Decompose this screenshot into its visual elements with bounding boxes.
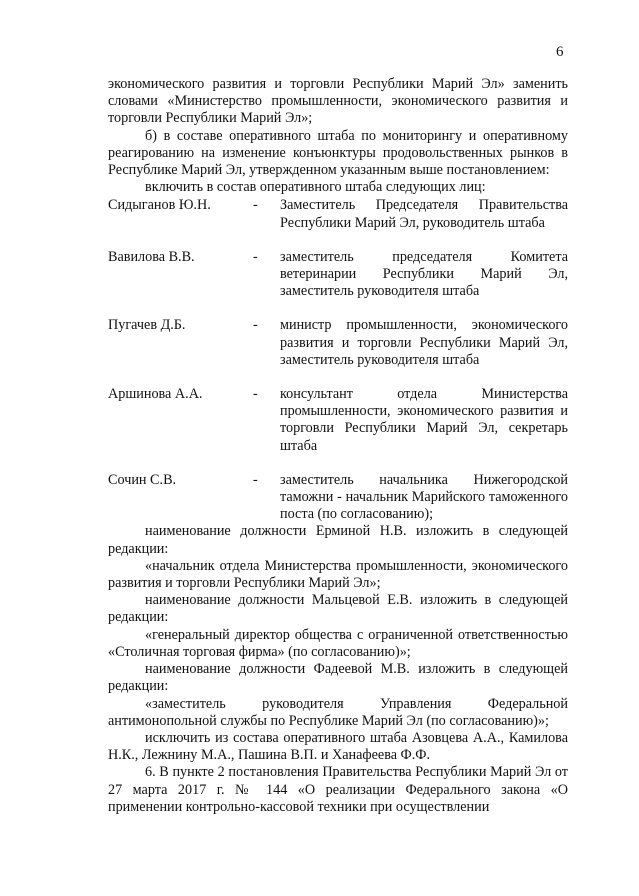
document-body [108,76,568,816]
staff-member [108,317,568,369]
paragraph: б) в составе оперативного штаба по мониторингу и оперативному реагированию на изменение конъюнктуры продовольственных рынков в Республике Марий Эл, утвержденном указанным выше постановлением: [108,127,568,179]
staff-role: Заместитель Председателя Правительства Республики Марий Эл, руководитель штаба [280,197,568,231]
staff-list [108,197,568,523]
paragraph: 6. В пункте 2 постановления Правительства Республики Марий Эл от 27 марта 2017 г. № 144 «О реализации Федерального закона «О применении контрольно-кассовой техники при осуществлении [108,764,568,815]
staff-role: консультант отдела Министерства промышленности, экономического развития и торговли Республики Марий Эл, секретарь штаба [280,386,568,454]
staff-name: Вавилова В.В. [108,248,195,265]
paragraph: включить в состав оперативного штаба следующих лиц: [145,179,486,196]
paragraph: наименование должности Ерминой Н.В. изложить в следующей редакции: [108,523,568,557]
staff-dash: - [253,248,258,265]
page-number: 6 [556,44,564,60]
paragraph: наименование должности Фадеевой М.В. изложить в следующей редакции: [108,661,568,695]
staff-member [108,386,568,455]
staff-name: Сочин С.В. [108,471,177,488]
staff-dash: - [253,317,258,334]
staff-name: Пугачев Д.Б. [108,317,186,334]
staff-role: министр промышленности, экономического развития и торговли Республики Марий Эл, заместитель руководителя штаба [280,317,568,368]
staff-dash: - [253,386,258,403]
staff-role: заместитель начальника Нижегородской таможни - начальник Марийского таможенного поста (по согласованию); [280,471,568,523]
paragraph: наименование должности Мальцевой Е.В. изложить в следующей редакции: [108,592,568,626]
staff-name: Сидыганов Ю.Н. [108,197,211,214]
staff-member [108,197,568,231]
paragraph: экономического развития и торговли Республики Марий Эл» заменить словами «Министерство промышленности, экономического развития и торговли Республики Марий Эл»; [108,76,568,127]
paragraph: «генеральный директор общества с ограниченной ответственностью «Столичная торговая фирма» (по согласованию)»; [108,626,568,660]
paragraph: «начальник отдела Министерства промышленности, экономического развития и торговли Республики Марий Эл»; [108,557,568,592]
staff-role: заместитель председателя Комитета ветеринарии Республики Марий Эл, заместитель руководителя штаба [280,248,568,300]
staff-name: Аршинова А.А. [108,386,203,403]
paragraph: «заместитель руководителя Управления Федеральной антимонопольной службы по Республике Марий Эл (по согласованию)»; [108,695,568,729]
staff-dash: - [253,471,258,488]
staff-member [108,249,568,301]
staff-member [108,472,568,524]
paragraph: исключить из состава оперативного штаба Азовцева А.А., Камилова Н.К., Лежнину М.А., Пашина В.П. и Ханафеева Ф.Ф. [108,729,568,764]
staff-dash: - [253,197,258,214]
